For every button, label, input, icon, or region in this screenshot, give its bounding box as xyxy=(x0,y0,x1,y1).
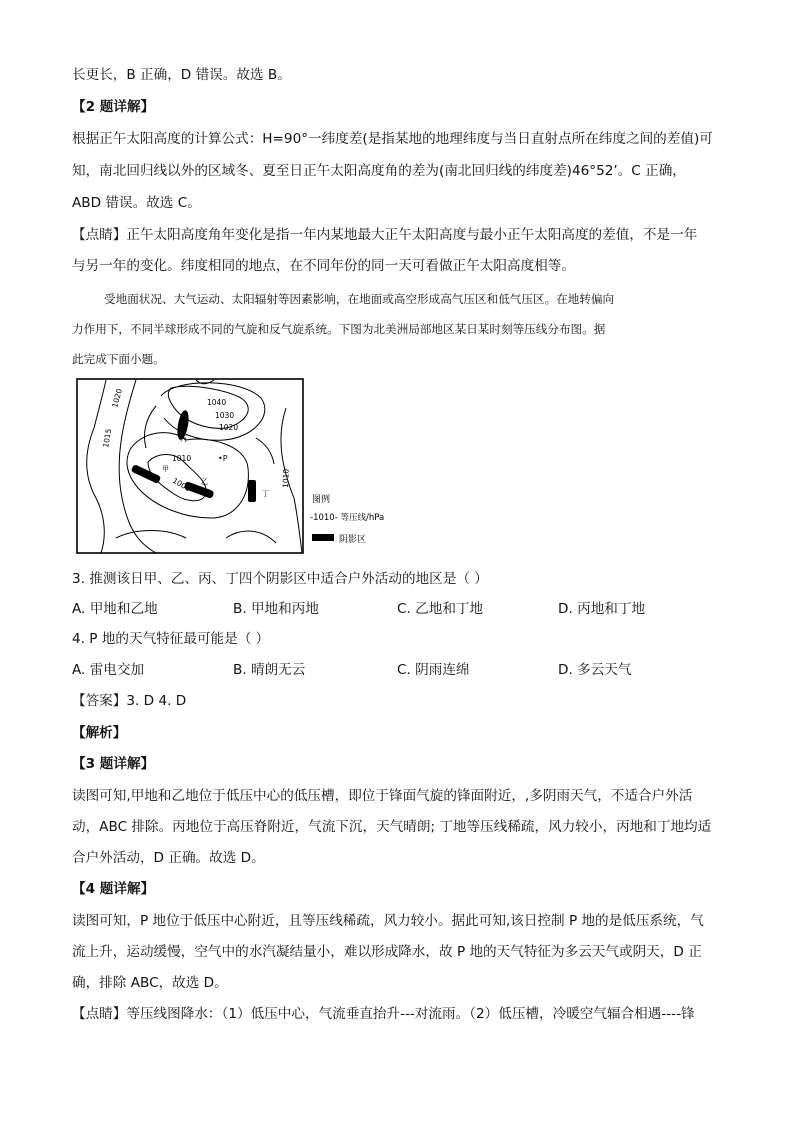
point-label: •P xyxy=(218,454,228,463)
text-line: ABD 错误。故选 C。 xyxy=(72,195,201,211)
legend-title: 图例 xyxy=(312,495,331,505)
text-line: 流上升，运动缓慢，空气中的水汽凝结量小，难以形成降水，故 P 地的天气特征为多云天气或阴天，D 正 xyxy=(72,944,702,960)
area-label: 丙 xyxy=(180,435,187,443)
passage-line: 力作用下，不同半球形成不同的气旋和反气旋系统。下图为北美洲局部地区某日某时刻等压线分布图。据 xyxy=(72,322,606,336)
section-heading: 【2 题详解】 xyxy=(72,99,155,115)
q4-option-b[interactable]: B. 晴朗无云 xyxy=(233,662,306,678)
isobar-label: 1000 xyxy=(171,475,193,494)
q4-option-c[interactable]: C. 阴雨连绵 xyxy=(397,662,470,678)
passage-line: 受地面状况、大气运动、太阳辐射等因素影响，在地面或高空形成高气压区和低气压区。在地转偏向 xyxy=(104,292,615,306)
isobar-label: 1020 xyxy=(110,387,124,409)
question-3: 3. 推测该日甲、乙、丙、丁四个阴影区中适合户外活动的地区是（ ） xyxy=(72,571,488,587)
q3-option-c[interactable]: C. 乙地和丁地 xyxy=(397,601,484,617)
text-line: 【点睛】等压线图降水：（1）低压中心，气流垂直抬升---对流雨。（2）低压槽，冷暖空气辐合相遇----锋 xyxy=(72,1006,695,1022)
isobar-label: 1030 xyxy=(215,411,235,420)
q4-option-d[interactable]: D. 多云天气 xyxy=(558,662,632,678)
isobar-label: 1020 xyxy=(219,423,239,432)
section-heading: 【4 题详解】 xyxy=(72,881,155,897)
area-label: 丁 xyxy=(262,490,269,498)
text-line: 知，南北回归线以外的区域冬、夏至日正午太阳高度角的差为(南北回归线的纬度差)46°52’。C 正确， xyxy=(72,163,686,179)
q4-option-a[interactable]: A. 雷电交加 xyxy=(72,662,145,678)
area-label: 甲 xyxy=(162,465,169,473)
passage-line: 此完成下面小题。 xyxy=(72,352,165,366)
text-line: 根据正午太阳高度的计算公式：H=90°一纬度差(是指某地的地理纬度与当日直射点所在纬度之间的差值)可 xyxy=(72,131,713,147)
question-4: 4. P 地的天气特征最可能是（ ） xyxy=(72,631,270,647)
text-line: 与另一年的变化。纬度相同的地点，在不同年份的同一天可看做正午太阳高度相等。 xyxy=(72,258,575,274)
q3-option-a[interactable]: A. 甲地和乙地 xyxy=(72,601,158,617)
text-line: 合户外活动，D 正确。故选 D。 xyxy=(72,850,265,866)
area-label: 乙 xyxy=(201,478,208,486)
isobar-label: 1010 xyxy=(172,454,192,463)
isobar-label: 1015 xyxy=(101,427,114,449)
isobar-map xyxy=(76,378,406,558)
isobar-label: 1040 xyxy=(207,398,227,407)
q3-option-d[interactable]: D. 丙地和丁地 xyxy=(558,601,646,617)
text-line: 【点睛】正午太阳高度角年变化是指一年内某地最大正午太阳高度与最小正午太阳高度的差值，不是一年 xyxy=(72,227,698,243)
text-line: 读图可知，P 地位于低压中心附近，且等压线稀疏，风力较小。据此可知,该日控制 P 地的是低压系统，气 xyxy=(72,913,704,929)
isobar-label: 1010 xyxy=(281,468,291,489)
analysis-heading: 【解析】 xyxy=(72,725,127,741)
text-line: 读图可知,甲地和乙地位于低压中心的低压槽，即位于锋面气旋的锋面附近，,多阴雨天气，不适合户外活 xyxy=(72,788,693,804)
answer-line: 【答案】3. D 4. D xyxy=(72,693,187,709)
legend-shade-swatch xyxy=(312,534,334,541)
text-line: 长更长，B 正确，D 错误。故选 B。 xyxy=(72,67,291,83)
section-heading: 【3 题详解】 xyxy=(72,756,155,772)
legend-isobar: -1010- 等压线/hPa xyxy=(310,513,385,523)
q3-option-b[interactable]: B. 甲地和丙地 xyxy=(233,601,319,617)
text-line: 动，ABC 排除。丙地位于高压脊附近，气流下沉，天气晴朗; 丁地等压线稀疏，风力较小，丙地和丁地均适 xyxy=(72,819,712,835)
text-line: 确，排除 ABC，故选 D。 xyxy=(72,975,228,991)
legend-shade-label: 阴影区 xyxy=(339,535,367,545)
